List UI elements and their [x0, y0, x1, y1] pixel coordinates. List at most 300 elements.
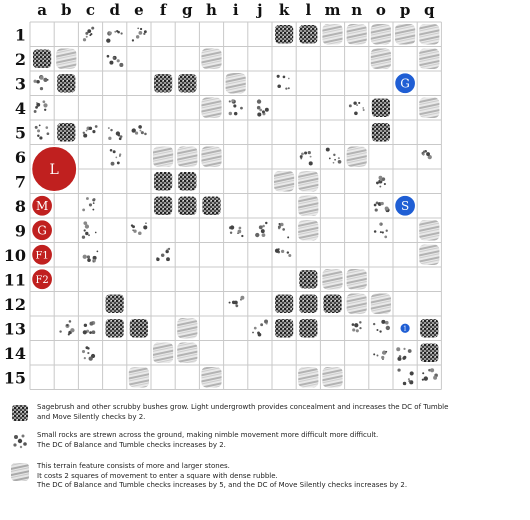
rock-speck	[374, 230, 377, 233]
rock-speck	[379, 330, 381, 332]
rock-speck	[83, 255, 87, 259]
rock-speck	[333, 154, 335, 156]
rock-terrain-c1	[83, 27, 94, 42]
rock-speck	[403, 356, 406, 359]
stone-terrain-q2	[419, 49, 439, 70]
rock-speck	[229, 302, 231, 304]
rock-terrain-e9	[131, 222, 147, 235]
rock-speck	[396, 347, 400, 351]
rock-speck	[410, 371, 414, 375]
rock-speck	[119, 63, 123, 67]
rock-speck	[132, 229, 134, 231]
stone-terrain-n6	[347, 147, 367, 168]
rock-speck	[408, 349, 412, 353]
rock-terrain-o8	[374, 202, 390, 213]
rock-speck	[288, 78, 290, 80]
rock-speck	[385, 351, 387, 353]
rock-speck	[34, 110, 37, 113]
row-label-5: 5	[14, 123, 26, 143]
column-label-q: q	[424, 1, 435, 19]
rock-terrain-k10	[275, 248, 291, 257]
bush-terrain-d12	[106, 295, 124, 314]
rock-speck	[308, 151, 311, 154]
rock-speck	[42, 100, 45, 103]
rock-speck	[86, 197, 89, 200]
rock-speck	[132, 39, 134, 41]
stone-terrain-e15	[129, 367, 149, 388]
rock-speck	[110, 129, 112, 131]
row-label-15: 15	[3, 368, 26, 388]
rock-terrain-f10	[156, 248, 170, 261]
legend-line: The DC of Balance and Tumble checks increases by 2.	[37, 440, 226, 449]
row-label-11: 11	[3, 270, 26, 290]
rock-speck	[354, 111, 358, 115]
rock-speck	[83, 134, 87, 138]
stone-terrain-o2	[371, 49, 391, 70]
rock-terrain-b13	[59, 320, 74, 335]
rock-speck	[229, 112, 232, 115]
rock-speck	[145, 222, 147, 224]
stone-terrain-l8	[298, 196, 318, 217]
rock-speck	[403, 382, 406, 385]
stone-terrain-m1	[322, 24, 342, 45]
row-label-10: 10	[3, 245, 26, 265]
rock-speck	[87, 352, 89, 354]
rock-speck	[277, 84, 281, 88]
rock-speck	[93, 198, 96, 201]
rock-terrain-k9	[278, 223, 289, 239]
rock-speck	[288, 254, 291, 257]
rock-speck	[136, 35, 139, 38]
rock-speck	[353, 101, 356, 104]
bush-terrain-l11	[299, 270, 317, 289]
rock-terrain-o14	[373, 350, 387, 360]
rock-terrain-i9	[229, 225, 244, 237]
rock-speck	[397, 368, 400, 371]
stone-terrain-h2	[201, 49, 221, 70]
rock-terrain-l6	[300, 151, 313, 165]
rock-speck	[118, 134, 120, 136]
rock-speck	[230, 225, 234, 229]
rock-speck	[39, 136, 42, 139]
rock-speck	[258, 333, 262, 337]
token-label: S	[400, 199, 410, 214]
rock-terrain-p15	[397, 368, 413, 385]
rock-speck	[113, 150, 116, 153]
rock-speck	[109, 61, 113, 65]
stone-terrain-f6	[153, 147, 173, 168]
rock-speck	[87, 255, 90, 258]
row-label-3: 3	[14, 74, 26, 94]
rock-terrain-o7	[376, 176, 386, 188]
token-l-a6[interactable]	[32, 146, 77, 191]
bush-terrain-f7	[154, 172, 172, 191]
bush-terrain-g3	[178, 74, 196, 93]
rock-speck	[83, 330, 87, 334]
column-label-i: i	[232, 1, 239, 19]
rock-speck	[92, 330, 96, 334]
rock-speck	[304, 151, 307, 154]
rock-speck	[386, 326, 390, 330]
rock-speck	[359, 321, 361, 323]
rock-speck	[113, 57, 115, 59]
token-m-a8[interactable]	[31, 195, 52, 216]
rock-speck	[234, 112, 237, 115]
rock-speck	[399, 355, 402, 358]
stone-terrain-h15	[201, 367, 221, 388]
bush-terrain-g8	[178, 197, 196, 216]
rock-terrain-q15	[422, 368, 438, 381]
rock-speck	[239, 227, 242, 230]
rock-terrain-n4	[349, 101, 365, 115]
rock-speck	[233, 104, 236, 107]
rock-speck	[114, 31, 116, 33]
rock-speck	[235, 304, 238, 307]
rock-speck	[120, 135, 123, 138]
rock-speck	[137, 27, 139, 29]
rock-speck	[338, 157, 340, 159]
row-label-2: 2	[14, 49, 26, 69]
row-label-1: 1	[14, 25, 26, 45]
rock-terrain-k3	[277, 75, 290, 90]
bush-terrain-e13	[130, 319, 148, 338]
token-g-p3[interactable]	[395, 73, 416, 94]
rock-speck	[40, 76, 44, 80]
rock-speck	[115, 156, 117, 158]
rock-terrain-d2	[107, 55, 124, 67]
rock-speck	[375, 208, 378, 211]
stone-terrain-i3	[226, 73, 246, 94]
bush-terrain-k1	[275, 25, 293, 44]
rock-speck	[262, 233, 266, 237]
rock-speck	[69, 320, 72, 323]
rock-speck	[89, 322, 93, 326]
legend-line: Small rocks are strewn across the ground, making nimble movement more difficult more difficult.	[37, 431, 379, 439]
bush-terrain-l1	[299, 25, 317, 44]
stone-terrain-n1	[347, 24, 367, 45]
rock-speck	[89, 356, 93, 360]
column-label-j: j	[257, 1, 263, 19]
legend-line: Sagebrush and other scrubby bushes grow. Light undergrowth provides concealment and increases the DC of Tumble	[37, 403, 449, 411]
rock-speck	[278, 226, 281, 229]
row-label-13: 13	[3, 319, 26, 339]
rock-speck	[363, 109, 365, 111]
rock-speck	[265, 222, 267, 224]
rock-speck	[257, 99, 261, 103]
rock-speck	[119, 153, 121, 155]
rock-speck	[282, 228, 285, 231]
stone-terrain-q4	[419, 98, 439, 119]
rock-terrain-j9	[255, 222, 267, 237]
rock-speck	[301, 153, 304, 156]
rock-speck	[138, 125, 142, 129]
terrain-layer	[33, 24, 439, 388]
rock-speck	[266, 323, 268, 325]
rock-icon	[10, 431, 30, 451]
stone-terrain-h6	[201, 147, 221, 168]
rock-speck	[326, 148, 330, 152]
rock-speck	[277, 75, 280, 78]
column-label-n: n	[351, 1, 363, 19]
bush-terrain-q14	[420, 344, 438, 363]
rock-terrain-d1	[106, 30, 123, 43]
rock-speck	[70, 328, 74, 332]
rock-speck	[408, 378, 410, 380]
legend-line: This terrain feature consists of more and larger stones.	[37, 462, 230, 470]
stone-icon	[10, 462, 30, 482]
bush-terrain-m12	[323, 295, 341, 314]
bush-terrain-o5	[372, 123, 390, 142]
rock-terrain-c8	[82, 197, 95, 211]
column-label-h: h	[206, 1, 217, 19]
rock-speck	[403, 348, 405, 350]
rock-terrain-d6	[110, 149, 122, 166]
token-1-p13[interactable]	[400, 323, 410, 333]
rock-speck	[384, 235, 387, 238]
stone-terrain-n12	[347, 294, 367, 315]
rock-speck	[117, 59, 120, 62]
rock-speck	[166, 248, 168, 250]
rock-speck	[422, 372, 424, 374]
rock-speck	[82, 350, 85, 353]
rock-speck	[288, 87, 290, 89]
column-label-g: g	[182, 1, 193, 19]
column-label-c: c	[85, 1, 96, 19]
rock-speck	[381, 356, 384, 359]
rock-speck	[37, 129, 40, 132]
rock-speck	[144, 133, 147, 136]
rock-speck	[89, 127, 92, 130]
rock-terrain-j4	[257, 99, 269, 116]
rock-speck	[110, 149, 113, 152]
legend-line: It costs 2 squares of movement to enter a square with dense rubble.	[37, 471, 278, 480]
column-label-o: o	[375, 1, 386, 19]
rock-speck	[87, 29, 91, 33]
token-label: 1	[403, 325, 408, 333]
rock-speck	[44, 109, 46, 111]
token-label: G	[37, 223, 47, 238]
bush-terrain-b3	[57, 74, 75, 93]
stone-terrain-l7	[298, 171, 318, 192]
rock-speck	[241, 298, 243, 300]
column-label-d: d	[109, 1, 120, 19]
rock-speck	[106, 38, 110, 42]
column-label-m: m	[324, 1, 341, 19]
rock-speck	[85, 232, 88, 235]
rock-speck	[423, 153, 425, 155]
rock-speck	[380, 202, 383, 205]
rock-speck	[433, 376, 437, 380]
stone-terrain-n11	[347, 269, 367, 290]
column-label-b: b	[61, 1, 72, 19]
rock-speck	[237, 230, 241, 234]
rock-speck	[120, 32, 122, 34]
rock-speck	[143, 225, 147, 229]
rock-speck	[380, 231, 382, 233]
rock-speck	[376, 329, 378, 331]
rock-speck	[379, 176, 383, 180]
rock-speck	[278, 223, 280, 225]
rock-speck	[373, 323, 375, 325]
token-g-a9[interactable]	[31, 220, 52, 241]
rock-speck	[88, 234, 90, 236]
rock-speck	[377, 355, 379, 357]
rock-speck	[86, 130, 88, 132]
rock-speck	[259, 109, 262, 112]
rock-speck	[300, 158, 302, 160]
rock-terrain-o13	[373, 320, 390, 333]
rock-speck	[423, 150, 426, 153]
rock-speck	[430, 368, 434, 372]
rock-speck	[380, 223, 382, 225]
rock-speck	[229, 100, 231, 102]
rock-speck	[84, 324, 87, 327]
rock-terrain-c5	[83, 125, 98, 137]
legend-stone-text	[37, 462, 517, 491]
rock-speck	[352, 328, 355, 331]
rock-terrain-e5	[132, 125, 147, 135]
stone-terrain-q1	[419, 24, 439, 45]
rock-speck	[385, 321, 389, 325]
rock-terrain-a5	[35, 125, 50, 140]
rock-speck	[349, 104, 352, 107]
stone-terrain-b2	[56, 49, 76, 70]
rock-speck	[47, 79, 49, 81]
rock-speck	[352, 323, 355, 326]
rock-speck	[132, 225, 135, 228]
stone-terrain-h4	[201, 98, 221, 119]
rock-speck	[280, 223, 284, 227]
rock-speck	[83, 132, 85, 134]
rock-speck	[135, 131, 138, 134]
rock-speck	[358, 102, 360, 104]
rock-speck	[333, 162, 335, 164]
rock-speck	[132, 128, 136, 132]
rock-speck	[140, 130, 142, 132]
rock-speck	[91, 27, 94, 30]
stone-terrain-o12	[371, 294, 391, 315]
token-label: L	[49, 162, 59, 179]
rock-speck	[230, 232, 232, 234]
token-label: F1	[35, 250, 49, 262]
token-f2-a11[interactable]	[31, 269, 52, 290]
rock-speck	[89, 331, 92, 334]
bush-terrain-b5	[57, 123, 75, 142]
rock-speck	[59, 330, 61, 332]
stone-terrain-m11	[322, 269, 342, 290]
rock-terrain-c9	[82, 221, 97, 239]
stone-terrain-f14	[153, 343, 173, 364]
stone-terrain-g13	[177, 318, 197, 339]
rock-speck	[287, 236, 289, 238]
rock-speck	[111, 162, 115, 166]
rock-speck	[374, 204, 377, 207]
rock-speck	[68, 333, 70, 335]
bush-terrain-h8	[202, 197, 220, 216]
rock-speck	[83, 221, 87, 225]
bush-terrain-a2	[33, 50, 51, 69]
stone-terrain-k7	[274, 171, 294, 192]
row-label-12: 12	[3, 294, 26, 314]
rock-speck	[117, 31, 120, 34]
rock-speck	[138, 31, 142, 35]
rock-speck	[90, 33, 92, 35]
rock-speck	[87, 258, 91, 262]
rock-speck	[359, 327, 361, 329]
rock-terrain-q6	[422, 150, 432, 159]
rock-speck	[408, 380, 410, 382]
stone-terrain-o1	[371, 24, 391, 45]
rock-speck	[384, 183, 386, 185]
rock-speck	[241, 235, 243, 237]
rock-speck	[379, 186, 381, 188]
rock-speck	[285, 87, 287, 89]
rock-terrain-p14	[396, 347, 411, 361]
stone-terrain-g14	[177, 343, 197, 364]
rock-speck	[140, 28, 142, 30]
rock-speck	[262, 231, 264, 233]
rock-speck	[356, 329, 359, 332]
rock-speck	[138, 231, 142, 235]
rock-speck	[161, 254, 164, 257]
rock-speck	[96, 250, 98, 252]
rock-speck	[92, 130, 95, 133]
rock-speck	[33, 80, 36, 83]
rock-speck	[287, 251, 289, 253]
stone-terrain-q9	[419, 220, 439, 241]
rock-speck	[46, 126, 49, 129]
rock-speck	[426, 152, 430, 156]
rock-speck	[35, 126, 38, 129]
rock-terrain-n13	[352, 321, 362, 332]
rock-speck	[329, 158, 331, 160]
token-s-p8[interactable]	[395, 195, 416, 216]
rock-speck	[108, 137, 111, 140]
rock-speck	[82, 208, 85, 211]
token-label: G	[400, 76, 410, 91]
row-label-9: 9	[14, 221, 26, 241]
legend-bush-text	[37, 403, 517, 422]
rock-speck	[262, 225, 265, 228]
rock-speck	[309, 161, 313, 165]
bush-terrain-f3	[154, 74, 172, 93]
rock-terrain-a3	[33, 75, 48, 90]
bush-terrain-k12	[275, 295, 293, 314]
rock-speck	[265, 108, 269, 112]
legend-line: and Move Silently checks by 2.	[37, 412, 146, 421]
legend-stone-row	[0, 462, 530, 508]
rock-terrain-o9	[374, 222, 388, 238]
rock-speck	[86, 36, 88, 38]
bush-terrain-d13	[106, 319, 124, 338]
rock-speck	[362, 107, 364, 109]
bush-terrain-l12	[299, 295, 317, 314]
rock-speck	[259, 225, 263, 229]
stone-terrain-q10	[419, 245, 439, 266]
rock-speck	[108, 127, 110, 129]
rock-terrain-j13	[252, 320, 268, 337]
stone-terrain-l15	[298, 367, 318, 388]
rock-speck	[240, 107, 243, 110]
rock-speck	[234, 301, 238, 305]
rock-terrain-a4	[34, 100, 48, 113]
legend-rock-text	[37, 431, 517, 450]
stone-terrain-l9	[298, 220, 318, 241]
bush-terrain-f8	[154, 197, 172, 216]
token-f1-a10[interactable]	[31, 244, 52, 265]
rock-speck	[283, 76, 286, 79]
bush-icon	[10, 403, 30, 423]
